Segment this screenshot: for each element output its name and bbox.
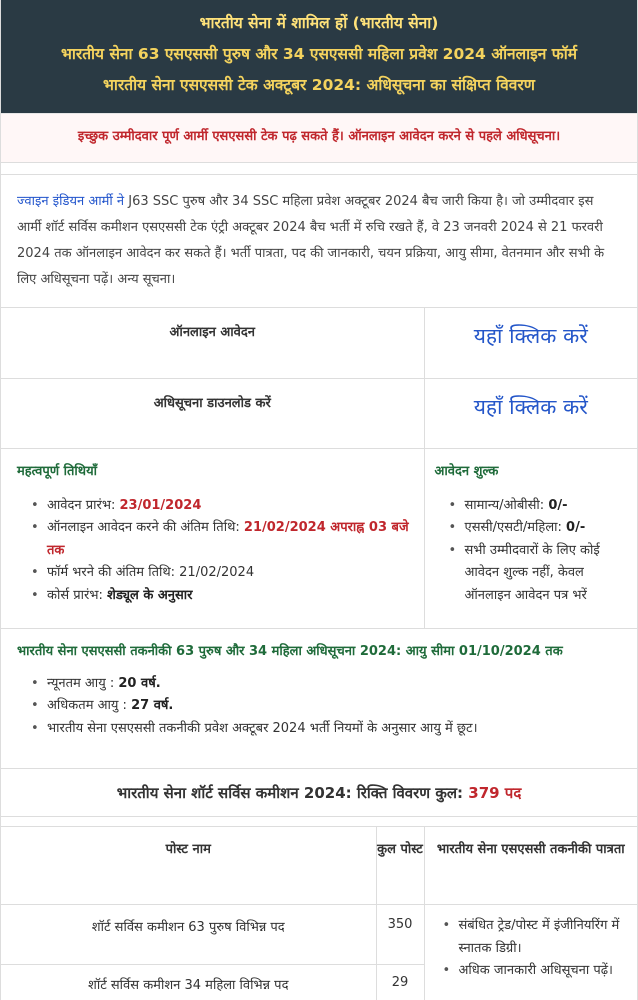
list-item xyxy=(17,695,627,718)
list-item xyxy=(17,562,414,585)
age-limit-section xyxy=(1,629,637,769)
age-label: न्यूनतम आयु : xyxy=(47,675,119,691)
application-fee-title: आवेदन शुल्क xyxy=(434,463,499,479)
list-item xyxy=(17,495,414,518)
date-label: ऑनलाइन आवेदन करने की अंतिम तिथि: xyxy=(47,520,244,535)
age-label: अधिकतम आयु : xyxy=(47,698,132,713)
spacer xyxy=(1,163,637,175)
list-item xyxy=(17,673,627,696)
fee-label: सभी उम्मीदवारों के लिए कोई आवेदन शुल्क नहीं, केवल ऑनलाइन आवेदन पत्र भरें xyxy=(464,542,600,603)
fee-label: सामान्य/ओबीसी: xyxy=(464,497,549,513)
age-value: 27 वर्ष. xyxy=(131,698,174,713)
header-total-posts: कुल पोस्ट xyxy=(376,827,424,905)
list-item xyxy=(17,718,627,741)
post-name: शॉर्ट सर्विस कमीशन 63 पुरुष विभिन्न पद xyxy=(1,905,376,965)
dates-fee-row xyxy=(1,448,637,628)
download-notification-link[interactable]: यहाँ क्लिक करें xyxy=(424,378,637,448)
intro-link[interactable]: ज्वाइन इंडियन आर्मी ने xyxy=(17,194,125,209)
fee-value: 0/- xyxy=(566,520,586,535)
download-notification-label: अधिसूचना डाउनलोड करें xyxy=(1,378,424,448)
spacer xyxy=(1,817,637,827)
page-header xyxy=(1,0,637,113)
header-line-2: भारतीय सेना 63 एसएससी पुरुष और 34 एसएससी महिला प्रवेश 2024 ऑनलाइन फॉर्म xyxy=(60,45,578,63)
links-table xyxy=(1,308,637,629)
list-item: • संबंधित ट्रेड/पोस्ट में इंजीनियरिंग में स्नातक डिग्री। xyxy=(429,915,632,960)
application-fee-list xyxy=(435,495,628,608)
important-dates-section xyxy=(1,448,424,628)
download-notification-row xyxy=(1,378,637,448)
list-item xyxy=(435,517,628,540)
age-limit-list xyxy=(17,673,627,741)
header-line-3: भारतीय सेना एसएससी टेक अक्टूबर 2024: अधिसूचना का संक्षिप्त विवरण xyxy=(103,76,535,94)
age-label: भारतीय सेना एसएससी तकनीकी प्रवेश अक्टूबर 2024 भर्ती नियमों के अनुसार आयु में छूट। xyxy=(47,720,478,736)
vacancy-title-text: भारतीय सेना शॉर्ट सर्विस कमीशन 2024: रिक्ति विवरण कुल: xyxy=(116,783,469,802)
age-value: 20 वर्ष. xyxy=(118,675,161,691)
list-item xyxy=(435,540,628,608)
date-value: 23/01/2024 xyxy=(119,497,202,513)
vacancy-table xyxy=(1,827,637,1000)
header-line-1: भारतीय सेना में शामिल हों (भारतीय सेना) xyxy=(199,14,439,32)
vacancy-title xyxy=(1,769,637,817)
application-fee-section xyxy=(424,448,637,628)
important-dates-title: महत्वपूर्ण तिथियाँ xyxy=(17,463,98,479)
fee-value: 0/- xyxy=(548,497,568,513)
vacancy-header-row xyxy=(1,827,637,905)
date-value: 21/02/2024 अपराह्न 03 बजे तक xyxy=(47,520,409,558)
header-post-name: पोस्ट नाम xyxy=(1,827,376,905)
post-count: 29 xyxy=(376,965,424,1000)
header-eligibility: भारतीय सेना एसएससी तकनीकी पात्रता xyxy=(424,827,637,905)
fee-label: एससी/एसटी/महिला: xyxy=(464,520,567,535)
date-label: आवेदन प्रारंभ: xyxy=(47,497,120,513)
date-label: फॉर्म भरने की अंतिम तिथि: 21/02/2024 xyxy=(47,565,255,580)
date-value: शेड्यूल के अनुसार xyxy=(107,587,193,603)
post-count: 350 xyxy=(376,905,424,965)
list-item xyxy=(435,495,628,518)
notice-banner: इच्छुक उम्मीदवार पूर्ण आर्मी एसएससी टेक पढ़ सकते हैं। ऑनलाइन आवेदन करने से पहले अधिसूचना। xyxy=(1,113,637,163)
eligibility-cell xyxy=(424,905,637,1000)
post-name: शॉर्ट सर्विस कमीशन 34 महिला विभिन्न पद xyxy=(1,965,376,1000)
intro-paragraph xyxy=(1,175,637,308)
vacancy-total: 379 पद xyxy=(468,783,522,802)
date-label: कोर्स प्रारंभ: xyxy=(47,587,108,603)
eligibility-list xyxy=(429,915,632,983)
apply-online-label: ऑनलाइन आवेदन xyxy=(1,308,424,378)
list-item: • अधिक जानकारी अधिसूचना पढ़ें। xyxy=(429,960,632,983)
important-dates-list xyxy=(17,495,414,608)
table-row xyxy=(1,905,637,965)
age-limit-title: भारतीय सेना एसएससी तकनीकी 63 पुरुष और 34 महिला अधिसूचना 2024: आयु सीमा 01/10/2024 तक xyxy=(17,643,563,659)
intro-text: J63 SSC पुरुष और 34 SSC महिला प्रवेश अक्टूबर 2024 बैच जारी किया है। जो उम्मीदवार इस आर्मी शॉर्ट सर्विस कमीशन एसएससी टेक एंट्री अक्टूबर 2024 बैच भर्ती में रुचि रखते हैं, वे 23 जनवरी 2024 से 21 फरवरी 2024 तक ऑनलाइन आवेदन कर सकते हैं। भर्ती पात्रता, पद की जानकारी, चयन प्रक्रिया, आयु सीमा, वेतनमान और सभी के लिए अधिसूचना पढ़ें। अन्य सूचना। xyxy=(17,194,605,287)
apply-online-link[interactable]: यहाँ क्लिक करें xyxy=(424,308,637,378)
list-item xyxy=(17,517,414,562)
apply-online-row xyxy=(1,308,637,378)
list-item xyxy=(17,585,414,608)
